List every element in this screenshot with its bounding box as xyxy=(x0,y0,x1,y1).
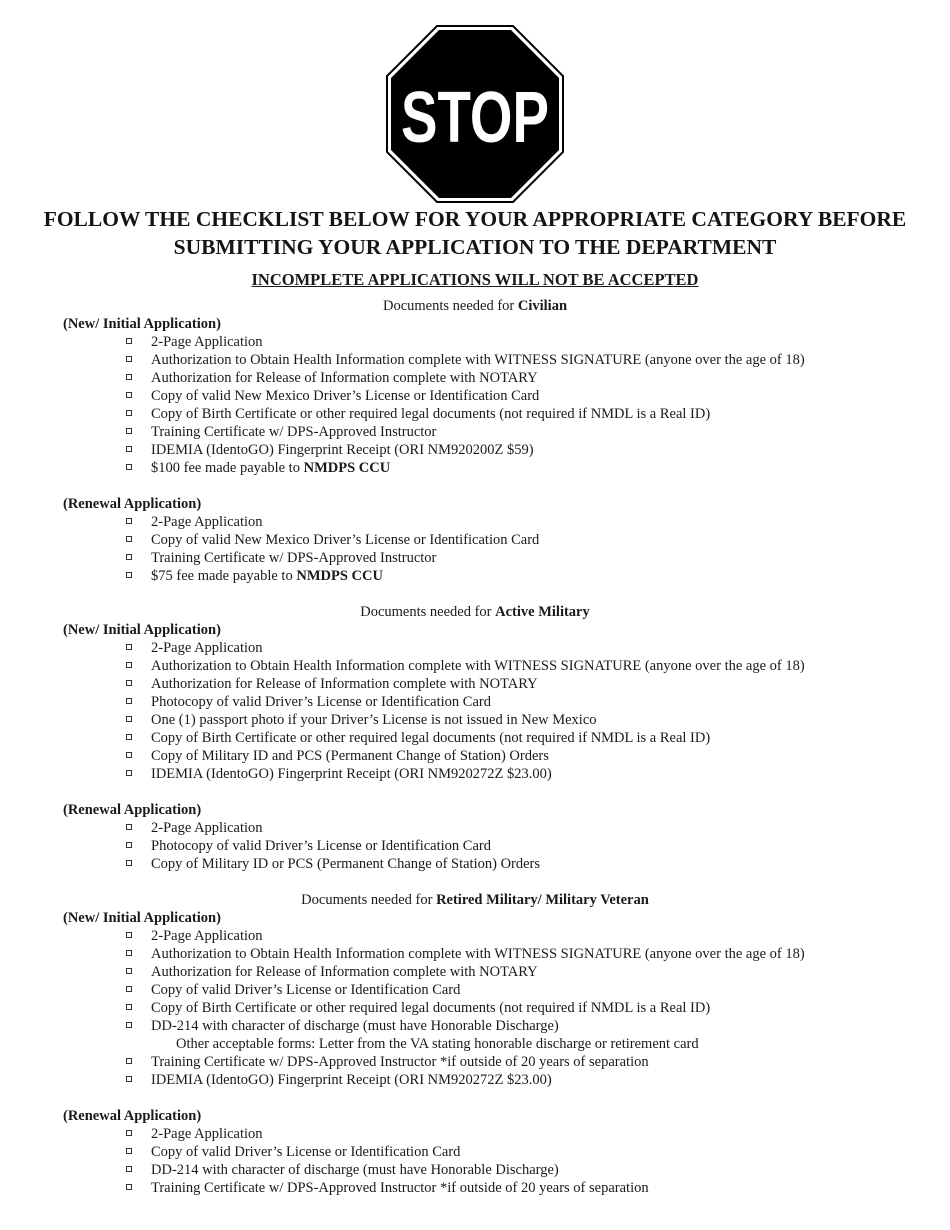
checklist-item-text: Authorization for Release of Information complete with NOTARY xyxy=(151,370,538,386)
checkbox-icon[interactable] xyxy=(126,968,132,974)
stop-sign-text: STOP xyxy=(401,78,549,158)
checklist-item-text: Authorization to Obtain Health Information complete with WITNESS SIGNATURE (anyone over the age of 18) xyxy=(151,658,805,674)
checkbox-icon[interactable] xyxy=(126,1004,132,1010)
section-title-prefix: Documents needed for xyxy=(360,604,496,620)
checkbox-icon[interactable] xyxy=(126,464,132,470)
checkbox-icon[interactable] xyxy=(126,572,132,578)
checklist-item-bold: NMDPS CCU xyxy=(303,460,391,476)
page-heading xyxy=(0,205,950,261)
checklist-item xyxy=(0,999,950,1017)
checklist-item xyxy=(0,675,950,693)
section-title xyxy=(0,603,950,621)
checkbox-icon[interactable] xyxy=(126,1076,132,1082)
checklist-item xyxy=(0,1053,950,1071)
checklist-group xyxy=(0,621,950,783)
checkbox-icon[interactable] xyxy=(126,536,132,542)
checkbox-icon[interactable] xyxy=(126,734,132,740)
checklist-item-bold: NMDPS CCU xyxy=(296,568,383,584)
checklist-item-text: Copy of Birth Certificate or other required legal documents (not required if NMDL is a Real ID) xyxy=(151,730,711,746)
checklist-item xyxy=(0,765,950,783)
checklist-item xyxy=(0,549,950,567)
checklist-item xyxy=(0,531,950,549)
checklist-note xyxy=(0,1035,950,1053)
checklist-item-text: Training Certificate w/ DPS-Approved Instructor xyxy=(151,550,437,566)
checkbox-icon[interactable] xyxy=(126,410,132,416)
checklist-item-text: Authorization to Obtain Health Information complete with WITNESS SIGNATURE (anyone over the age of 18) xyxy=(151,946,805,962)
checklist-item-text: $75 fee made payable to xyxy=(151,568,297,584)
checkbox-icon[interactable] xyxy=(126,860,132,866)
checklist-item xyxy=(0,567,950,585)
checklist-item-text: Other acceptable forms: Letter from the VA stating honorable discharge or retirement card xyxy=(176,1036,699,1052)
checklist-item xyxy=(0,423,950,441)
checkbox-icon[interactable] xyxy=(126,1184,132,1190)
checklist-group xyxy=(0,909,950,1089)
group-title: (New/ Initial Application) xyxy=(63,910,221,926)
checklist-group xyxy=(0,315,950,477)
checklist-item-text: Training Certificate w/ DPS-Approved Instructor xyxy=(151,424,437,440)
checkbox-icon[interactable] xyxy=(126,716,132,722)
heading-line-2: SUBMITTING YOUR APPLICATION TO THE DEPARTMENT xyxy=(173,235,777,259)
checklist-item-text: 2-Page Application xyxy=(151,820,263,836)
checklist-item-text: Authorization for Release of Information complete with NOTARY xyxy=(151,964,538,980)
section-category: Active Military xyxy=(495,604,590,620)
section-title-prefix: Documents needed for xyxy=(382,298,518,314)
checklist-item-text: Training Certificate w/ DPS-Approved Instructor *if outside of 20 years of separation xyxy=(151,1180,649,1196)
checklist-item xyxy=(0,351,950,369)
checkbox-icon[interactable] xyxy=(126,950,132,956)
checklist-item xyxy=(0,333,950,351)
checklist-item-text: Copy of valid Driver’s License or Identification Card xyxy=(151,982,461,998)
checklist-item-text: 2-Page Application xyxy=(151,640,263,656)
section-title xyxy=(0,297,950,315)
checklist-item xyxy=(0,747,950,765)
checklist-item xyxy=(0,927,950,945)
checklist-item-text: Authorization for Release of Information complete with NOTARY xyxy=(151,676,538,692)
checklist-item-text: Copy of Birth Certificate or other required legal documents (not required if NMDL is a Real ID) xyxy=(151,1000,711,1016)
checklist-item-text: 2-Page Application xyxy=(151,928,263,944)
checklist-item xyxy=(0,657,950,675)
checklist-item xyxy=(0,459,950,477)
checkbox-icon[interactable] xyxy=(126,842,132,848)
checkbox-icon[interactable] xyxy=(126,1058,132,1064)
checkbox-icon[interactable] xyxy=(126,428,132,434)
checklist-item xyxy=(0,963,950,981)
checkbox-icon[interactable] xyxy=(126,1148,132,1154)
checklist-item xyxy=(0,729,950,747)
checklist-item xyxy=(0,945,950,963)
checkbox-icon[interactable] xyxy=(126,392,132,398)
checklist-item-text: IDEMIA (IdentoGO) Fingerprint Receipt (ORI NM920272Z $23.00) xyxy=(151,766,552,782)
checklist-item xyxy=(0,981,950,999)
checklist-item-text: 2-Page Application xyxy=(151,514,263,530)
checklist-item xyxy=(0,369,950,387)
checklist-item xyxy=(0,387,950,405)
checklist-item xyxy=(0,1143,950,1161)
checkbox-icon[interactable] xyxy=(126,824,132,830)
checklist-item-text: 2-Page Application xyxy=(151,1126,263,1142)
checkbox-icon[interactable] xyxy=(126,446,132,452)
checkbox-icon[interactable] xyxy=(126,698,132,704)
checklist-group xyxy=(0,1107,950,1197)
group-title: (New/ Initial Application) xyxy=(63,622,221,638)
heading-line-1: FOLLOW THE CHECKLIST BELOW FOR YOUR APPROPRIATE CATEGORY BEFORE xyxy=(43,207,907,231)
checklist-content xyxy=(0,297,950,1197)
checklist-item-text: IDEMIA (IdentoGO) Fingerprint Receipt (ORI NM920272Z $23.00) xyxy=(151,1072,552,1088)
checkbox-icon[interactable] xyxy=(126,680,132,686)
checkbox-icon[interactable] xyxy=(126,986,132,992)
section-category: Retired Military/ Military Veteran xyxy=(436,892,649,908)
section-title-prefix: Documents needed for xyxy=(301,892,437,908)
checklist-item xyxy=(0,639,950,657)
checklist-item-text: Copy of Birth Certificate or other required legal documents (not required if NMDL is a Real ID) xyxy=(151,406,711,422)
checklist-item-text: Copy of Military ID or PCS (Permanent Change of Station) Orders xyxy=(151,856,541,872)
checklist-item xyxy=(0,819,950,837)
checkbox-icon[interactable] xyxy=(126,752,132,758)
checklist-item xyxy=(0,405,950,423)
checklist-item-text: $100 fee made payable to xyxy=(151,460,304,476)
stop-sign-icon xyxy=(385,24,565,204)
checklist-item xyxy=(0,837,950,855)
checklist-item xyxy=(0,1125,950,1143)
checklist-item-text: Authorization to Obtain Health Information complete with WITNESS SIGNATURE (anyone over the age of 18) xyxy=(151,352,805,368)
checklist-item xyxy=(0,1161,950,1179)
section-title xyxy=(0,891,950,909)
checklist-item xyxy=(0,711,950,729)
checklist-item-text: One (1) passport photo if your Driver’s License is not issued in New Mexico xyxy=(151,712,597,728)
checkbox-icon[interactable] xyxy=(126,554,132,560)
checklist-item-text: DD-214 with character of discharge (must have Honorable Discharge) xyxy=(151,1018,559,1034)
checkbox-icon[interactable] xyxy=(126,338,132,344)
checkbox-icon[interactable] xyxy=(126,644,132,650)
checklist-item-text: Copy of valid Driver’s License or Identification Card xyxy=(151,1144,461,1160)
checklist-section xyxy=(0,297,950,585)
checklist-item xyxy=(0,1071,950,1089)
group-title: (Renewal Application) xyxy=(63,1108,202,1124)
checklist-item xyxy=(0,441,950,459)
checklist-item-text: Copy of valid New Mexico Driver’s License or Identification Card xyxy=(151,532,540,548)
checklist-item xyxy=(0,855,950,873)
group-title: (Renewal Application) xyxy=(63,496,202,512)
checklist-item-text: Copy of Military ID and PCS (Permanent Change of Station) Orders xyxy=(151,748,549,764)
group-title: (New/ Initial Application) xyxy=(63,316,221,332)
checkbox-icon[interactable] xyxy=(126,1022,132,1028)
checkbox-icon[interactable] xyxy=(126,932,132,938)
group-title: (Renewal Application) xyxy=(63,802,202,818)
checklist-group xyxy=(0,495,950,585)
checkbox-icon[interactable] xyxy=(126,662,132,668)
checklist-item-text: IDEMIA (IdentoGO) Fingerprint Receipt (ORI NM920200Z $59) xyxy=(151,442,534,458)
checklist-item-text: Training Certificate w/ DPS-Approved Instructor *if outside of 20 years of separation xyxy=(151,1054,649,1070)
checklist-item xyxy=(0,1017,950,1035)
checkbox-icon[interactable] xyxy=(126,356,132,362)
checklist-item-text: Copy of valid New Mexico Driver’s License or Identification Card xyxy=(151,388,540,404)
checkbox-icon[interactable] xyxy=(126,1130,132,1136)
checkbox-icon[interactable] xyxy=(126,374,132,380)
checkbox-icon[interactable] xyxy=(126,770,132,776)
checklist-item-text: Photocopy of valid Driver’s License or Identification Card xyxy=(151,838,491,854)
checkbox-icon[interactable] xyxy=(126,518,132,524)
checklist-group xyxy=(0,801,950,873)
incomplete-warning: INCOMPLETE APPLICATIONS WILL NOT BE ACCEPTED xyxy=(251,270,699,289)
checklist-item xyxy=(0,693,950,711)
checkbox-icon[interactable] xyxy=(126,1166,132,1172)
checklist-item xyxy=(0,1179,950,1197)
section-category: Civilian xyxy=(517,298,568,314)
checklist-item-text: 2-Page Application xyxy=(151,334,263,350)
checklist-section xyxy=(0,891,950,1197)
checklist-item-text: DD-214 with character of discharge (must have Honorable Discharge) xyxy=(151,1162,559,1178)
checklist-item-text: Photocopy of valid Driver’s License or Identification Card xyxy=(151,694,491,710)
checklist-item xyxy=(0,513,950,531)
checklist-section xyxy=(0,603,950,873)
